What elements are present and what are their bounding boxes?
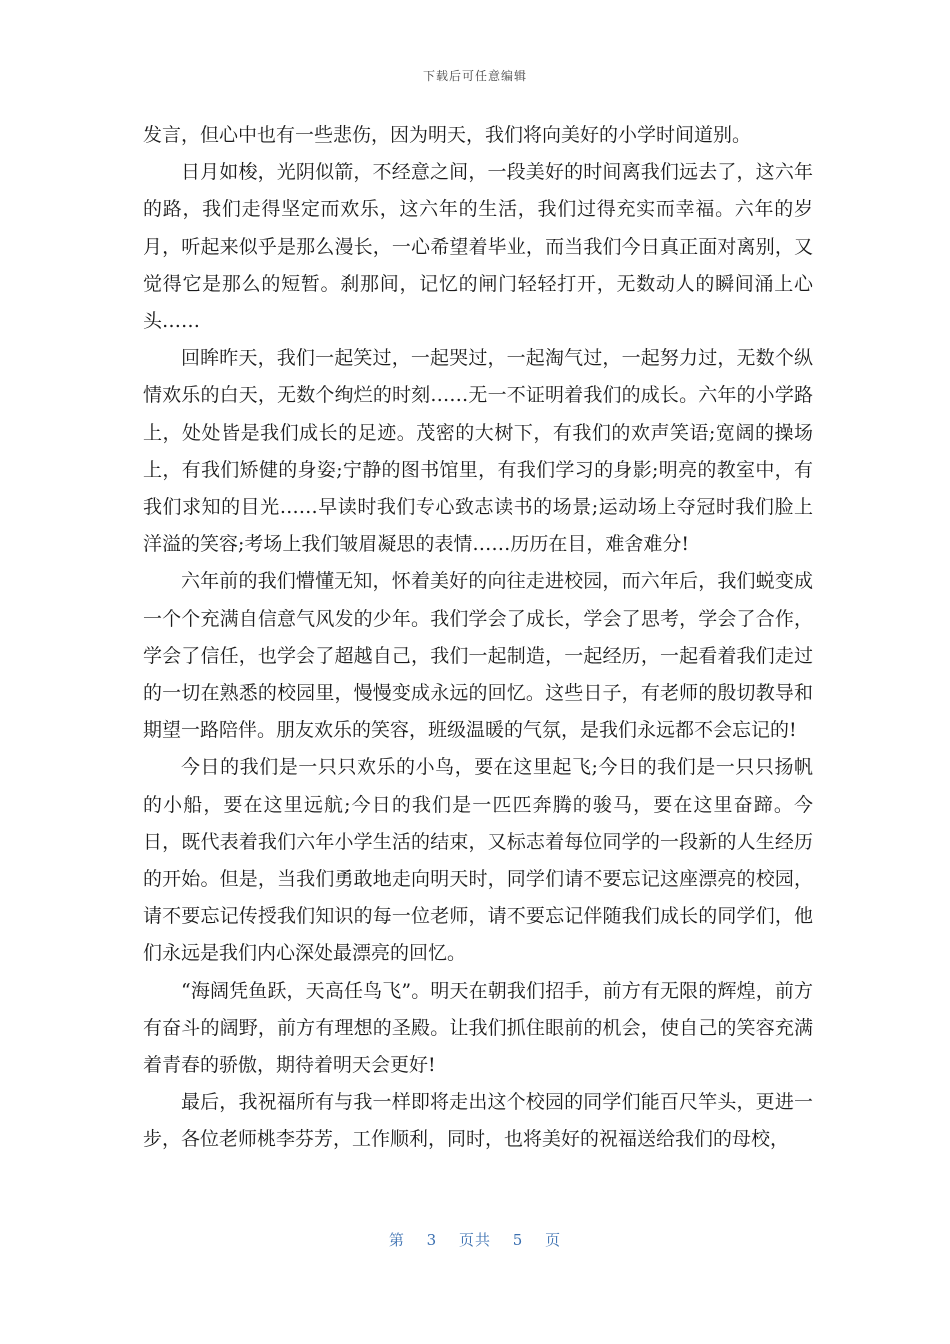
paragraph: 回眸昨天，我们一起笑过，一起哭过，一起淘气过，一起努力过，无数个纵情欢乐的白天，无数个绚烂的时刻……无一不证明着我们的成长。六年的小学路上，处处皆是我们成长的足迹。茂密的大树下，有我们的欢声笑语;宽阔的操场上，有我们矫健的身姿;宁静的图书馆里，有我们学习的身影;明亮的教室中，有我们求知的目光……早读时我们专心致志读书的场景;运动场上夺冠时我们脸上洋溢的笑容;考场上我们皱眉凝思的表情……历历在目，难舍难分! <box>143 347 813 556</box>
footer-word-page-end: 页 <box>545 1231 562 1249</box>
paragraph: 最后，我祝福所有与我一样即将走出这个校园的同学们能百尺竿头，更进一步，各位老师桃李芬芳，工作顺利，同时，也将美好的祝福送给我们的母校， <box>143 1091 813 1151</box>
page-footer <box>0 1229 950 1250</box>
footer-word-page: 第 <box>388 1231 405 1249</box>
footer-word-page-total: 页共 <box>458 1231 491 1249</box>
page-header <box>0 67 950 84</box>
paragraph: 今日的我们是一只只欢乐的小鸟，要在这里起飞;今日的我们是一只只扬帆的小船，要在这里远航;今日的我们是一匹匹奔腾的骏马，要在这里奋蹄。今日，既代表着我们六年小学生活的结束，又标志着每位同学的一段新的人生经历的开始。但是，当我们勇敢地走向明天时，同学们请不要忘记这座漂亮的校园，请不要忘记传授我们知识的每一位老师，请不要忘记伴随我们成长的同学们，他们永远是我们内心深处最漂亮的回忆。 <box>143 756 813 965</box>
document-body <box>143 117 813 1159</box>
footer-current-page: 3 <box>426 1231 438 1249</box>
footer-total-pages: 5 <box>512 1231 524 1249</box>
paragraph: 发言，但心中也有一些悲伤，因为明天，我们将向美好的小学时间道别。 <box>143 124 752 146</box>
paragraph: 六年前的我们懵懂无知，怀着美好的向往走进校园，而六年后，我们蜕变成一个个充满自信意气风发的少年。我们学会了成长，学会了思考，学会了合作，学会了信任，也学会了超越自己，我们一起制造，一起经历，一起看着我们走过的一切在熟悉的校园里，慢慢变成永远的回忆。这些日子，有老师的殷切教导和期望一路陪伴。朋友欢乐的笑容，班级温暖的气氛，是我们永远都不会忘记的! <box>143 570 813 742</box>
paragraph: 日月如梭，光阴似箭，不经意之间，一段美好的时间离我们远去了，这六年的路，我们走得坚定而欢乐，这六年的生活，我们过得充实而幸福。六年的岁月，听起来似乎是那么漫长，一心希望着毕业，而当我们今日真正面对离别，又觉得它是那么的短暂。刹那间，记忆的闸门轻轻打开，无数动人的瞬间涌上心头…… <box>143 161 813 333</box>
paragraph: “海阔凭鱼跃，天高任鸟飞”。明天在朝我们招手，前方有无限的辉煌，前方有奋斗的阔野，前方有理想的圣殿。让我们抓住眼前的机会，使自己的笑容充满着青春的骄傲，期待着明天会更好! <box>143 979 813 1077</box>
header-text: 下载后可任意编辑 <box>422 69 527 83</box>
